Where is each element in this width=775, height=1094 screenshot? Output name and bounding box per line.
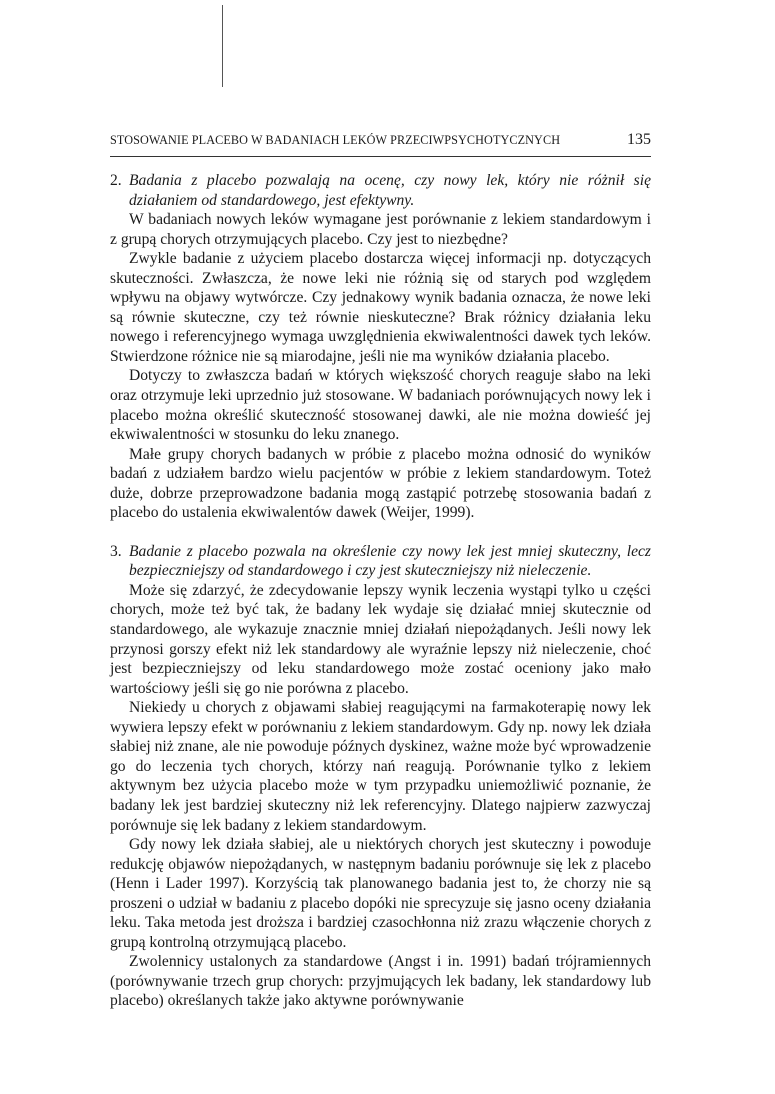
paragraph: Dotyczy to zwłaszcza badań w których większość chorych reaguje słabo na leki oraz otrzymuje leki uprzednio już stosowane. W badaniach porównujących nowy lek i placebo można określić skuteczność stosowanej dawki, ale nie można dowieść jej ekwiwalentności w stosunku do leku znanego.: [110, 367, 651, 444]
scan-margin-line: [222, 5, 223, 87]
section-spacer: [110, 523, 651, 542]
section-heading-text: Badania z placebo pozwalają na ocenę, czy nowy lek, który nie różnił się działaniem od standardowego, jest efektywny.: [129, 172, 651, 209]
paragraph: Zwykle badanie z użyciem placebo dostarcza więcej informacji np. dotyczących skuteczności. Zwłaszcza, że nowe leki nie różnią się od starych pod względem wpływu na objawy wytwórcze. Czy jednakowy wynik badania oznacza, że nowe leki są równie skuteczne, czy też równie nieskuteczne? Brak różnicy działania leku nowego i referencyjnego wymaga uwzględnienia ekwiwalentności dawek tych leków. Stwierdzone różnice nie są miarodajne, jeśli nie ma wyników działania placebo.: [110, 250, 651, 365]
section-heading: [110, 542, 651, 581]
running-head: STOSOWANIE PLACEBO W BADANIACH LEKÓW PRZECIWPSYCHOTYCZNYCH: [110, 133, 561, 147]
paragraph: Małe grupy chorych badanych w próbie z placebo można odnosić do wyników badań z udziałem bardzo wielu pacjentów w próbie z lekiem standardowym. Toteż duże, dobrze przeprowadzone badania mogą zastąpić potrzebę stosowania badań z placebo do ustalenia ekwiwalentów dawek (Weijer, 1999).: [110, 445, 651, 522]
page-header: [110, 131, 651, 157]
section-number: 2.: [110, 172, 122, 189]
page-number: 135: [627, 131, 651, 148]
section-number: 3.: [110, 542, 122, 560]
paragraph: Może się zdarzyć, że zdecydowanie lepszy wynik leczenia wystąpi tylko u części chorych, może też być tak, że badany lek wydaje się działać mniej skutecznie od standardowego, ale wykazuje znacznie mniej działań niepożądanych. Jeśli nowy lek przynosi gorszy efekt niż lek standardowy ale wyraźnie lepszy niż nieleczenie, choć jest bezpieczniejszy od leku standardowego może zostać oceniony jako mało wartościowy jeśli się go nie porówna z placebo.: [110, 581, 651, 697]
paragraph: Gdy nowy lek działa słabiej, ale u niektórych chorych jest skuteczny i powoduje redukcję objawów niepożądanych, w następnym badaniu porównuje się lek z placebo (Henn i Lader 1997). Korzyścią tak planowanego badania jest to, że chorzy nie są proszeni o udział w badaniu z placebo dopóki nie sprecyzuje się jasno oceny działania leku. Taka metoda jest droższa i bardziej czasochłonna niż zrazu włączenie chorych z grupą kontrolną otrzymującą placebo.: [110, 836, 651, 951]
paragraph: W badaniach nowych leków wymagane jest porównanie z lekiem standardowym i z grupą chorych otrzymujących placebo. Czy jest to niezbędne?: [110, 211, 651, 248]
section-2: [110, 171, 651, 523]
section-heading-text: Badanie z placebo pozwala na określenie czy nowy lek jest mniej skuteczny, lecz bezpieczniejszy od standardowego i czy jest skuteczniejszy niż nieleczenie.: [129, 542, 651, 580]
paragraph: Niekiedy u chorych z objawami słabiej reagującymi na farmakoterapię nowy lek wywiera lepszy efekt w porównaniu z lekiem standardowym. Gdy np. nowy lek działa słabiej niż znane, ale nie powoduje późnych dyskinez, ważne może być wprowadzenie go do leczenia tych chorych, którzy nań reagują. Porównanie tylko z lekiem aktywnym bez użycia placebo może w tym przypadku uniemożliwić poznanie, że badany lek jest bardziej skuteczny niż lek referencyjny. Dlatego najpierw zazwyczaj porównuje się lek badany z lekiem standardowym.: [110, 699, 651, 834]
section-3: [110, 542, 651, 1011]
section-heading: [110, 171, 651, 210]
paragraph: Zwolennicy ustalonych za standardowe (Angst i in. 1991) badań trójramiennych (porównywanie trzech grup chorych: przyjmujących lek badany, lek standardowy lub placebo) określanych także jako aktywne porównywanie: [110, 953, 651, 1010]
book-page: [110, 131, 651, 1011]
page-body: [110, 171, 651, 1011]
